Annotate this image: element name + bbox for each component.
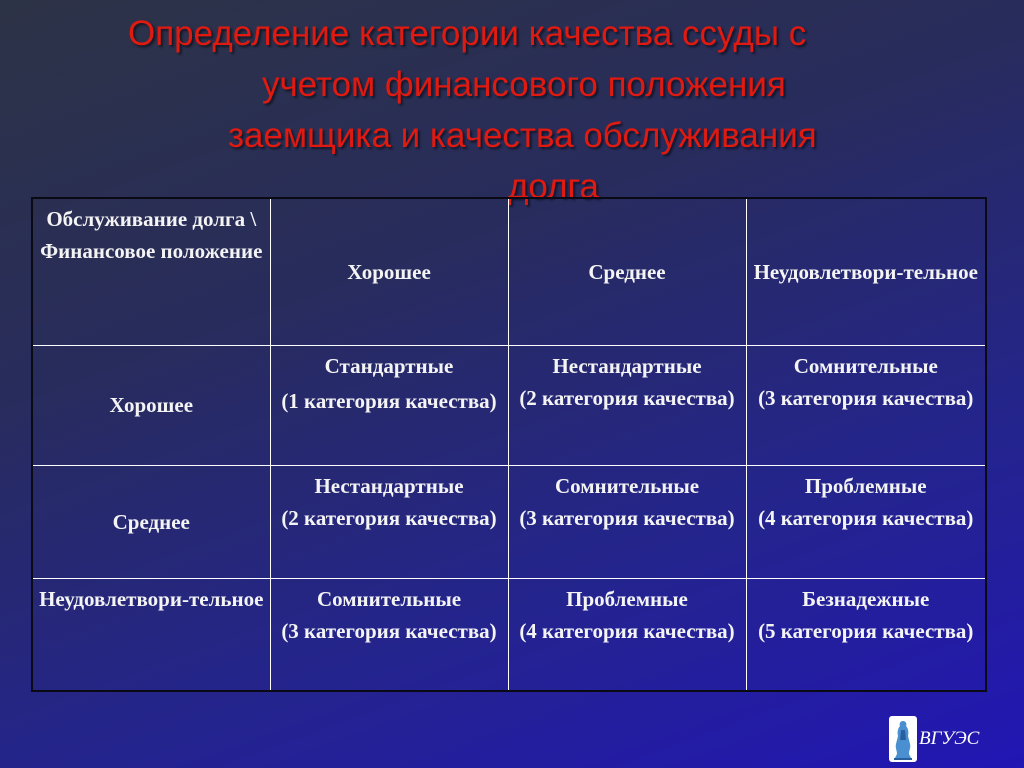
table-cell bbox=[508, 578, 746, 691]
logo-text: ВГУЭС bbox=[919, 728, 980, 749]
row-header-good: Хорошее bbox=[32, 345, 270, 465]
table-cell bbox=[746, 465, 986, 578]
cell-category: (1 категория качества) bbox=[281, 388, 497, 413]
cell-status: Сомнительные bbox=[793, 353, 938, 378]
row-header-unsatisfactory: Неудовлетвори-тельное bbox=[32, 578, 270, 691]
title-line-1: Определение категории качества ссуды с bbox=[128, 14, 807, 53]
cell-category: (4 категория качества) bbox=[519, 618, 735, 643]
column-header-good: Хорошее bbox=[270, 198, 508, 345]
table-header-row bbox=[32, 198, 986, 345]
cell-status: Сомнительные bbox=[316, 586, 462, 611]
table-cell bbox=[746, 345, 986, 465]
table-row bbox=[32, 345, 986, 465]
column-header-unsatisfactory: Неудовлетвори-тельное bbox=[746, 198, 986, 345]
cell-category: (2 категория качества) bbox=[281, 505, 497, 530]
university-logo bbox=[889, 716, 999, 762]
cell-status: Безнадежные bbox=[802, 586, 930, 611]
cell-status: Нестандартные bbox=[552, 353, 702, 378]
table-cell bbox=[746, 578, 986, 691]
table-cell bbox=[270, 465, 508, 578]
table-row bbox=[32, 578, 986, 691]
slide-title bbox=[90, 8, 950, 212]
row-header-average: Среднее bbox=[32, 465, 270, 578]
cell-category: (2 категория качества) bbox=[519, 385, 735, 410]
cell-status: Нестандартные bbox=[314, 473, 464, 498]
column-header-average: Среднее bbox=[508, 198, 746, 345]
table-cell bbox=[270, 578, 508, 691]
cell-category: (3 категория качества) bbox=[758, 385, 974, 410]
statue-emblem-icon bbox=[889, 716, 917, 762]
title-line-2: учетом финансового положения bbox=[262, 65, 786, 104]
table-cell bbox=[508, 345, 746, 465]
cell-category: (3 категория качества) bbox=[519, 505, 735, 530]
cell-status: Стандартные bbox=[324, 353, 454, 378]
table-cell bbox=[508, 465, 746, 578]
cell-status: Проблемные bbox=[566, 586, 688, 611]
corner-header-cell: Обслуживание долга \ Финансовое положение bbox=[32, 198, 270, 345]
cell-category: (5 категория качества) bbox=[758, 618, 974, 643]
loan-quality-table bbox=[31, 197, 987, 692]
cell-category: (3 категория качества) bbox=[281, 618, 497, 643]
table-row bbox=[32, 465, 986, 578]
cell-category: (4 категория качества) bbox=[758, 505, 974, 530]
table-cell bbox=[270, 345, 508, 465]
title-line-4: долга bbox=[508, 167, 600, 206]
cell-status: Проблемные bbox=[804, 473, 927, 498]
title-line-3: заемщика и качества обслуживания bbox=[228, 116, 817, 155]
cell-status: Сомнительные bbox=[554, 473, 700, 498]
